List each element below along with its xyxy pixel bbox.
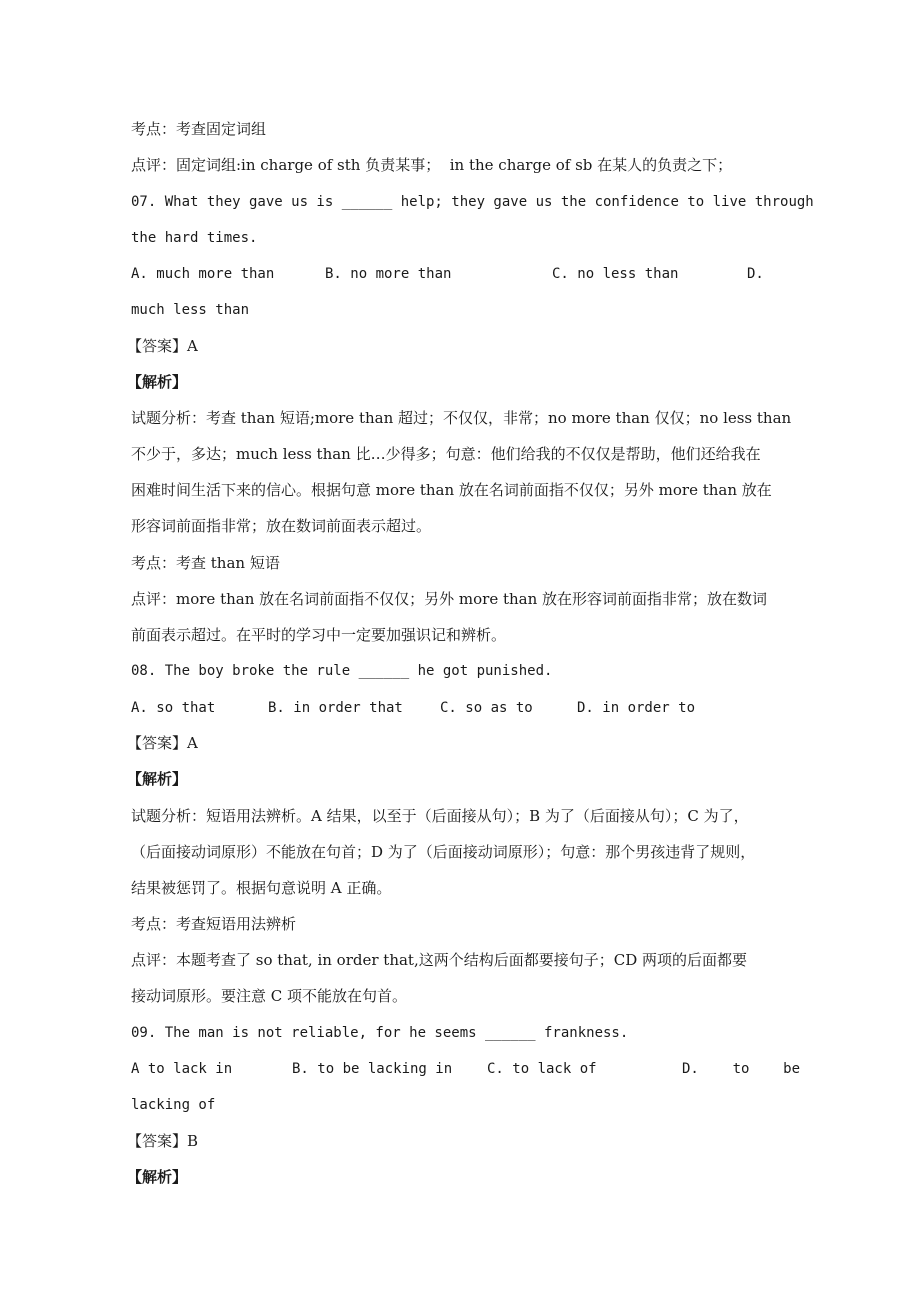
q09-analysis-heading: 【解析】 <box>127 1168 188 1186</box>
q06-dianping: 点评：固定词组:in charge of sth 负责某事； in the charge of sb 在某人的负责之下； <box>131 156 733 174</box>
q08-kaodian: 考点：考查短语用法辨析 <box>131 915 297 933</box>
q07-option-c: C. no less than <box>552 266 679 282</box>
q07-answer: 【答案】A <box>127 337 198 355</box>
q09-stem: 09. The man is not reliable, for he seems ______ frankness. <box>131 1025 629 1041</box>
q08-option-c: C. so as to <box>440 700 533 716</box>
q06-kaodian: 考点：考查固定词组 <box>131 120 267 138</box>
q08-analysis-line1: 试题分析：短语用法辨析。A 结果，以至于（后面接从句）；B 为了（后面接从句）；C 为了， <box>131 807 749 825</box>
q07-kaodian: 考点：考查 than 短语 <box>131 554 280 572</box>
q09-option-d-cont: lacking of <box>131 1097 216 1113</box>
q07-analysis-line1: 试题分析：考查 than 短语;more than 超过；不仅仅，非常；no more than 仅仅；no less than <box>131 409 792 427</box>
q07-analysis-line3: 困难时间生活下来的信心。根据句意 more than 放在名词前面指不仅仅；另外 more than 放在 <box>131 481 772 499</box>
q09-option-c: C. to lack of <box>487 1061 597 1077</box>
q08-analysis-line3: 结果被惩罚了。根据句意说明 A 正确。 <box>131 879 392 897</box>
q07-dianping-line2: 前面表示超过。在平时的学习中一定要加强识记和辨析。 <box>131 626 507 644</box>
q08-answer: 【答案】A <box>127 734 198 752</box>
q07-option-a: A. much more than <box>131 266 275 282</box>
q09-option-b: B. to be lacking in <box>292 1061 453 1077</box>
q08-analysis-heading: 【解析】 <box>127 770 188 788</box>
q07-stem-line1: 07. What they gave us is ______ help; they gave us the confidence to live through <box>131 194 814 210</box>
q07-option-b: B. no more than <box>325 266 452 282</box>
q07-dianping-line1: 点评：more than 放在名词前面指不仅仅；另外 more than 放在形容词前面指非常；放在数词 <box>131 590 768 608</box>
q07-option-d: D. <box>747 266 764 282</box>
q08-dianping-line1: 点评：本题考查了 so that, in order that,这两个结构后面都要接句子；CD 两项的后面都要 <box>131 951 748 969</box>
q08-option-d: D. in order to <box>577 700 696 716</box>
q07-analysis-line4: 形容词前面指非常；放在数词前面表示超过。 <box>131 517 432 535</box>
q07-analysis-heading: 【解析】 <box>127 373 188 391</box>
q07-option-d-cont: much less than <box>131 302 250 318</box>
q08-stem: 08. The boy broke the rule ______ he got punished. <box>131 663 553 679</box>
q09-answer: 【答案】B <box>127 1132 199 1150</box>
q08-analysis-line2: （后面接动词原形）不能放在句首；D 为了（后面接动词原形）；句意：那个男孩违背了规则， <box>131 843 756 861</box>
q09-option-a: A to lack in <box>131 1061 233 1077</box>
q08-option-b: B. in order that <box>268 700 403 716</box>
q08-dianping-line2: 接动词原形。要注意 C 项不能放在句首。 <box>131 987 408 1005</box>
q08-option-a: A. so that <box>131 700 216 716</box>
q07-analysis-line2: 不少于，多达；much less than 比…少得多；句意：他们给我的不仅仅是帮助，他们还给我在 <box>131 445 761 463</box>
q09-option-d: D. to be <box>682 1061 801 1077</box>
q07-stem-line2: the hard times. <box>131 230 258 246</box>
